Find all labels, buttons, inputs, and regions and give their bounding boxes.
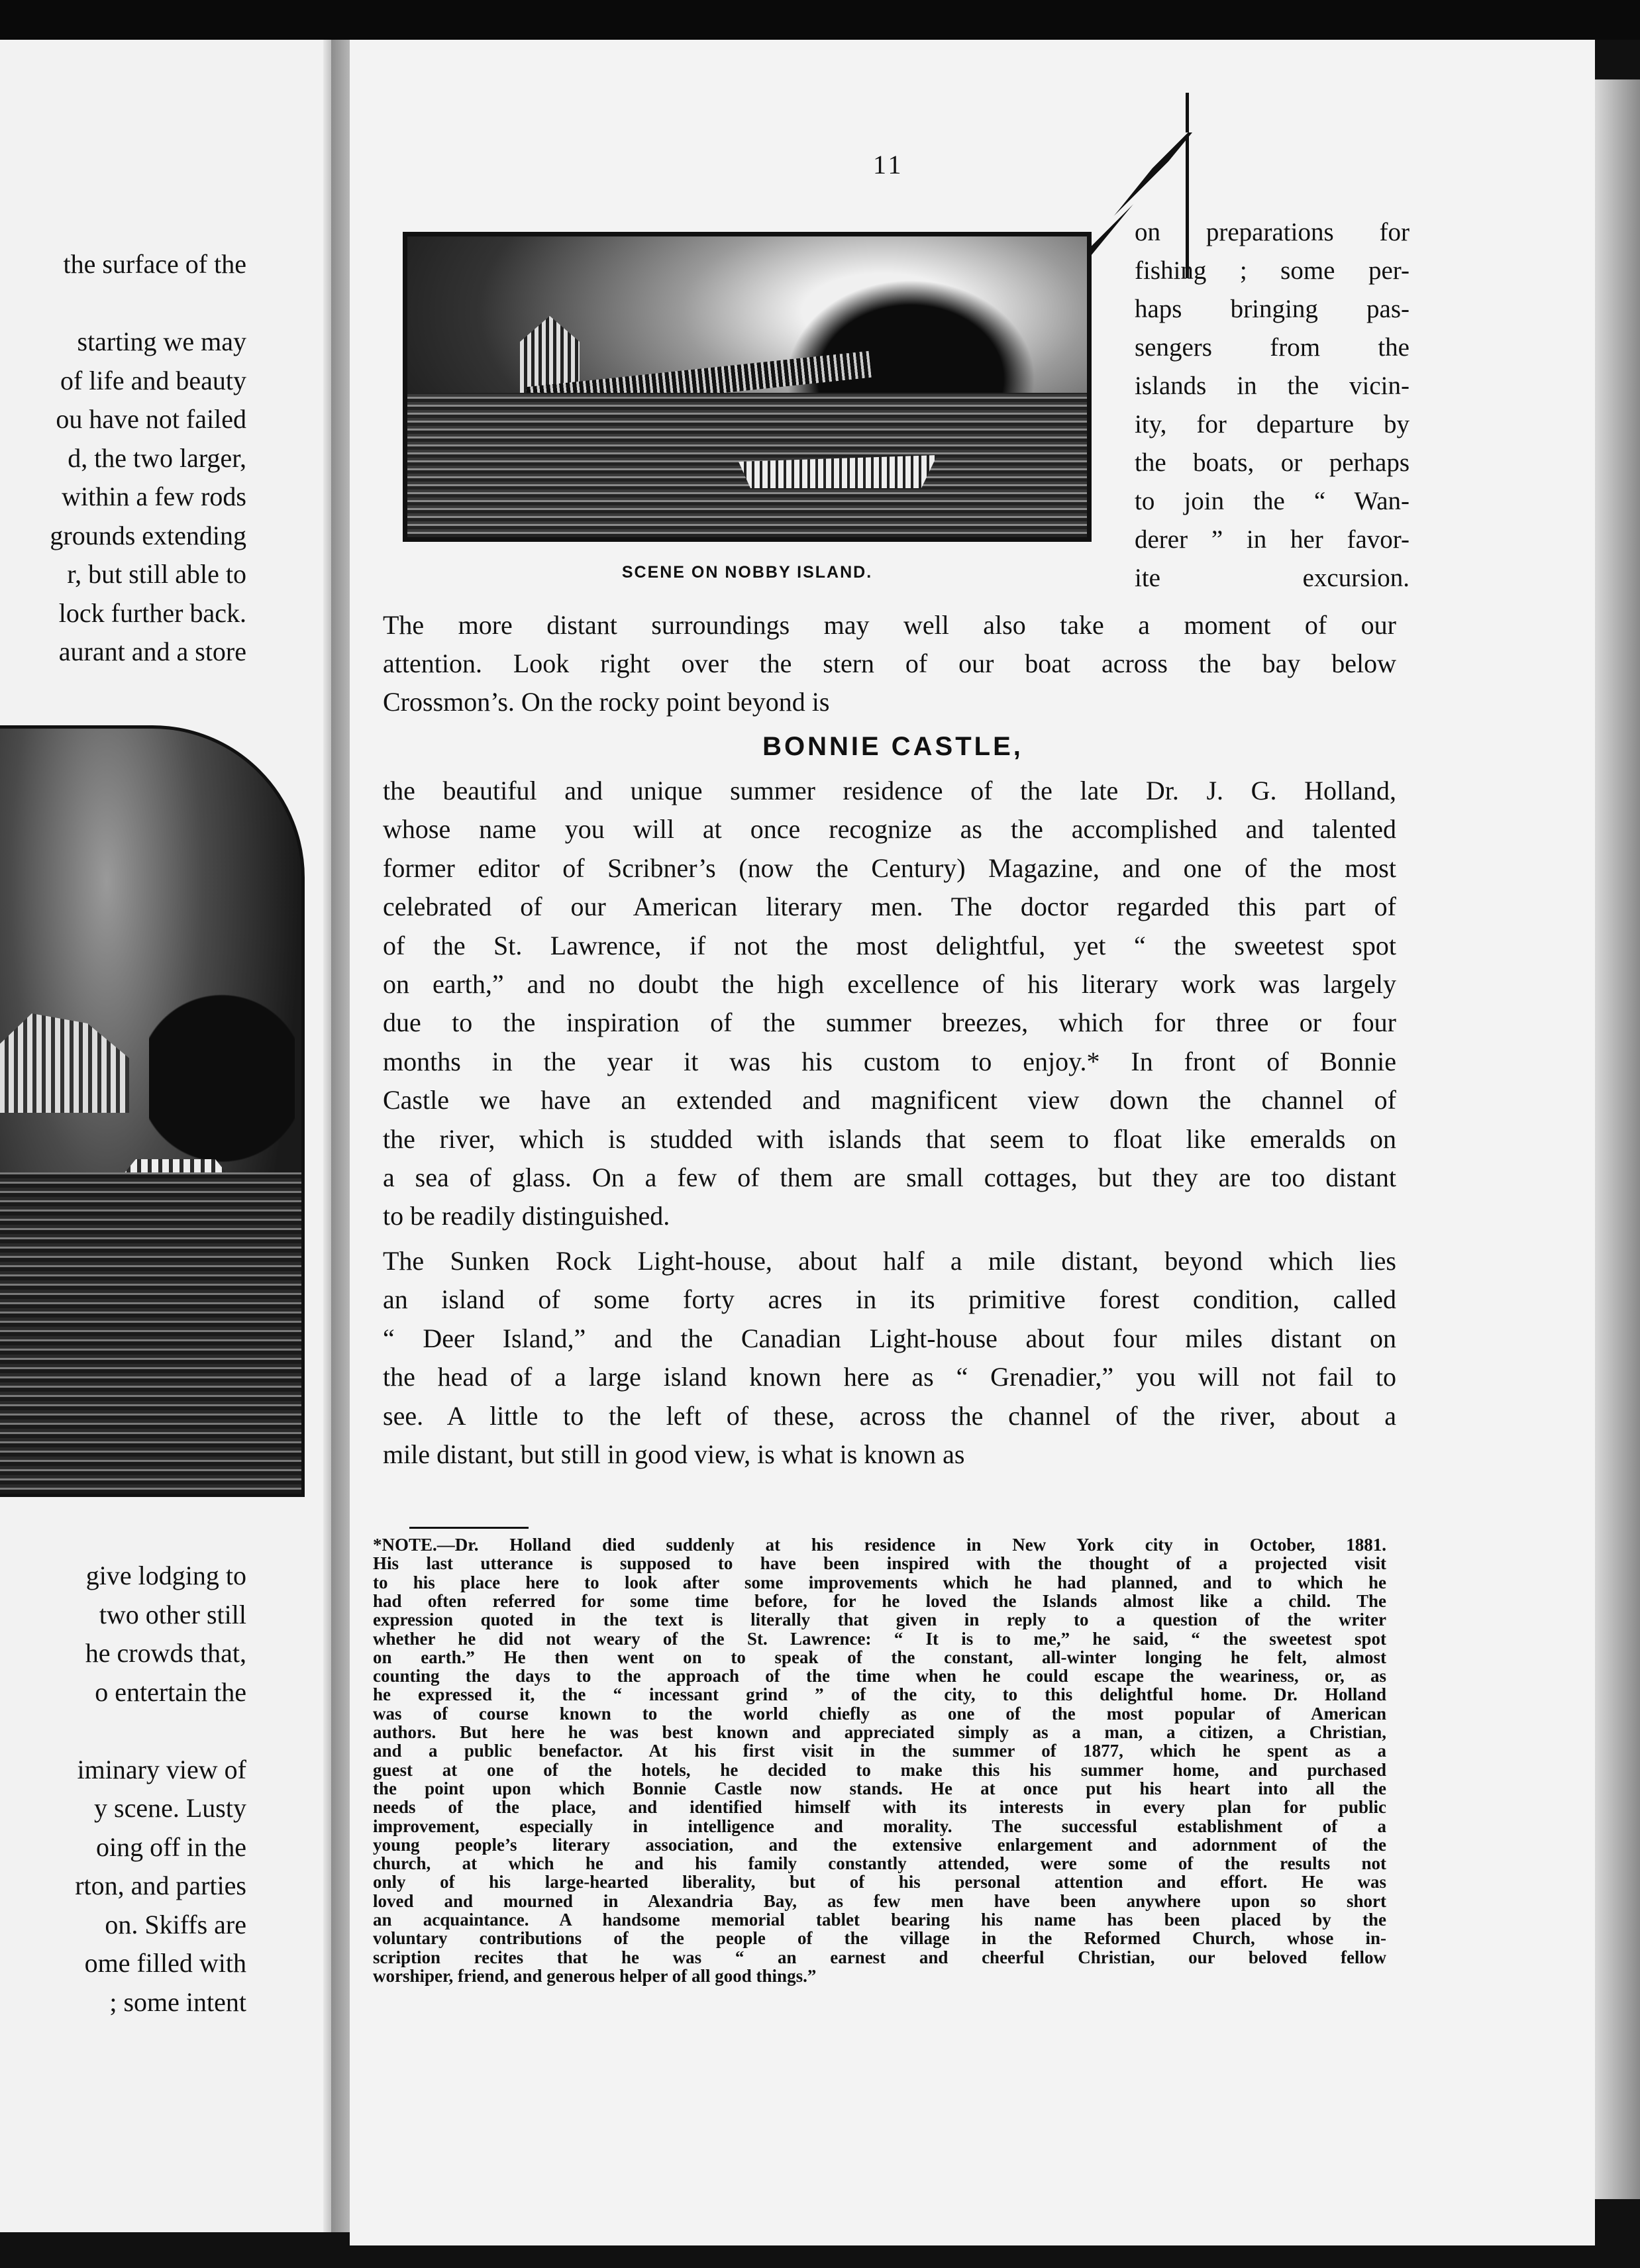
left-text-line: of life and beauty (60, 365, 246, 395)
footnote-line: had often referred for some time before, for he loved the Islands almost like a child. The (373, 1590, 1386, 1611)
left-text-line: grounds extending (50, 520, 246, 550)
footnote-line: to his place here to look after some improvements which he had planned, and to which he (373, 1572, 1386, 1592)
body-text-line: “ Deer Island,” and the Canadian Light-house about four miles distant on (383, 1323, 1396, 1353)
body-text-line: The Sunken Rock Light-house, about half a mile distant, beyond which lies (383, 1246, 1396, 1276)
footnote-line: only of his large-hearted liberality, but of his personal attention and effort. He was (373, 1872, 1386, 1892)
engraving-water (0, 1172, 301, 1494)
page-edge (1595, 79, 1640, 2199)
footnote-line: guest at one of the hotels, he decided to make this his summer home, and purchased (373, 1759, 1386, 1780)
side-text-line: derer ” in her favor- (1135, 525, 1409, 554)
footnote-line: needs of the place, and identified himself with its interests in every plan for public (373, 1797, 1386, 1818)
footnote-line: *NOTE.—Dr. Holland died suddenly at his residence in New York city in October, 1881. (373, 1535, 1386, 1555)
left-text-line: two other still (99, 1599, 246, 1629)
body-text-line: the river, which is studded with islands that seem to float like emeralds on (383, 1123, 1396, 1154)
left-text-line: r, but still able to (67, 559, 246, 589)
footnote-line: voluntary contributions of the people of the village in the Reformed Church, whose in- (373, 1928, 1386, 1949)
footnote-line: church, at which he and his family constantly attended, were some of the results not (373, 1853, 1386, 1874)
body-text-line: attention. Look right over the stern of our boat across the bay below (383, 648, 1396, 678)
body-text-line: The more distant surroundings may well also take a moment of our (383, 610, 1396, 640)
left-text-line: starting we may (77, 327, 246, 356)
footnote-line: on earth.” He then went on to speak of the constant, all-winter longing he felt, almost (373, 1647, 1386, 1667)
body-text-line: to be readily distinguished. (383, 1201, 670, 1231)
page-number: 11 (873, 150, 904, 180)
body-text-line: a sea of glass. On a few of them are small cottages, but they are too distant (383, 1162, 1396, 1192)
left-text-line: ; some intent (109, 1986, 246, 2017)
left-text-line: he crowds that, (85, 1638, 246, 1668)
side-text-line: haps bringing pas- (1135, 295, 1409, 323)
left-text-line: oing off in the (95, 1831, 246, 1862)
left-text-line: y scene. Lusty (94, 1793, 246, 1823)
footnote-rule (409, 1527, 529, 1529)
side-text-line: the boats, or perhaps (1135, 448, 1409, 477)
left-engraving-illustration (0, 725, 305, 1497)
footnote-line: he expressed it, the “ incessant grind ” of the city, to this delightful home. Dr. Holland (373, 1684, 1386, 1705)
side-text-line: fishing ; some per- (1135, 256, 1409, 285)
body-text-line: former editor of Scribner’s (now the Century) Magazine, and one of the most (383, 852, 1396, 883)
side-text-line: to join the “ Wan- (1135, 487, 1409, 515)
left-text-line: iminary view of (77, 1754, 246, 1784)
footnote-line: worshiper, friend, and generous helper of all good things.” (373, 1965, 817, 1986)
body-text-line: mile distant, but still in good view, is what is known as (383, 1439, 965, 1469)
body-text-line: due to the inspiration of the summer breezes, which for three or four (383, 1007, 1396, 1038)
left-text-line: ou have not failed (56, 404, 246, 434)
footnote-line: whether he did not weary of the St. Lawrence: “ It is to me,” he said, “ the sweetest spot (373, 1628, 1386, 1649)
footnote-line: His last utterance is supposed to have been inspired with the thought of a projected visit (373, 1553, 1386, 1574)
footnote-line: counting the days to the approach of the time when he could escape the weariness, or, as (373, 1666, 1386, 1686)
engraving-house (0, 1013, 129, 1113)
body-text-line: the beautiful and unique summer residence of the late Dr. J. G. Holland, (383, 776, 1396, 805)
left-text-line: o entertain the (95, 1676, 246, 1707)
body-text-line: on earth,” and no doubt the high excellence of his literary work was largely (383, 969, 1396, 999)
footnote-line: the point upon which Bonnie Castle now stands. He at once put his heart into all the (373, 1778, 1386, 1798)
footnote-line: expression quoted in the text is literally that given in reply to a question of the writer (373, 1610, 1386, 1630)
footnote-line: loved and mourned in Alexandria Bay, as few men have been anywhere upon so short (373, 1890, 1386, 1911)
body-text-line: an island of some forty acres in its primitive forest condition, called (383, 1284, 1396, 1315)
left-text-line: aurant and a store (58, 637, 246, 666)
body-text-line: months in the year it was his custom to enjoy.* In front of Bonnie (383, 1046, 1396, 1076)
side-text-line: on preparations for (1135, 218, 1409, 246)
footnote-line: authors. But here he was best known and appreciated simply as a man, a citizen, a Christian, (373, 1722, 1386, 1742)
side-text-line: ite excursion. (1135, 564, 1409, 592)
footnote-line: scription recites that he was “ an earnest and cheerful Christian, our beloved fellow (373, 1947, 1386, 1967)
body-text-line: celebrated of our American literary men. The doctor regarded this part of (383, 892, 1396, 922)
body-text-line: Castle we have an extended and magnificent view down the channel of (383, 1085, 1396, 1115)
left-page (0, 40, 350, 2232)
footnote-line: and a public benefactor. At his first visit in the summer of 1877, which he spent as a (373, 1741, 1386, 1761)
right-page (350, 40, 1595, 2245)
body-text-line: Crossmon’s. On the rocky point beyond is (383, 687, 830, 717)
left-text-line: the surface of the (63, 249, 246, 279)
side-text-line: islands in the vicin- (1135, 372, 1409, 400)
scan-background (0, 0, 1640, 40)
body-text-line: see. A little to the left of these, across the channel of the river, about a (383, 1400, 1396, 1431)
section-title: BONNIE CASTLE, (762, 732, 1023, 761)
left-text-line: d, the two larger, (68, 442, 246, 473)
illustration-caption: SCENE ON NOBBY ISLAND. (621, 563, 873, 582)
left-text-line: within a few rods (62, 482, 246, 511)
body-text-line: of the St. Lawrence, if not the most delightful, yet “ the sweetest spot (383, 930, 1396, 960)
footnote-line: was of course known to the world chiefly as one of the most popular of American (373, 1703, 1386, 1724)
left-text-line: give lodging to (85, 1561, 246, 1590)
footnote-line: an acquaintance. A handsome memorial tablet bearing his name has been placed by the (373, 1910, 1386, 1930)
engraving-trees (149, 947, 295, 1166)
left-text-line: rton, and parties (75, 1871, 246, 1900)
left-text-line: ome filled with (84, 1948, 246, 1978)
nobby-island-illustration (403, 232, 1092, 542)
side-text-line: sengers from the (1135, 333, 1409, 362)
footnote-line: young people’s literary association, and the extensive enlargement and adornment of the (373, 1834, 1386, 1855)
side-text-line: ity, for departure by (1135, 410, 1409, 438)
body-text-line: whose name you will at once recognize as the accomplished and talented (383, 814, 1396, 845)
left-text-line: lock further back. (58, 597, 246, 628)
left-text-line: on. Skiffs are (105, 1909, 246, 1939)
footnote-line: improvement, especially in intelligence and morality. The successful establishment of a (373, 1816, 1386, 1836)
body-text-line: the head of a large island known here as “ Grenadier,” you will not fail to (383, 1362, 1396, 1392)
